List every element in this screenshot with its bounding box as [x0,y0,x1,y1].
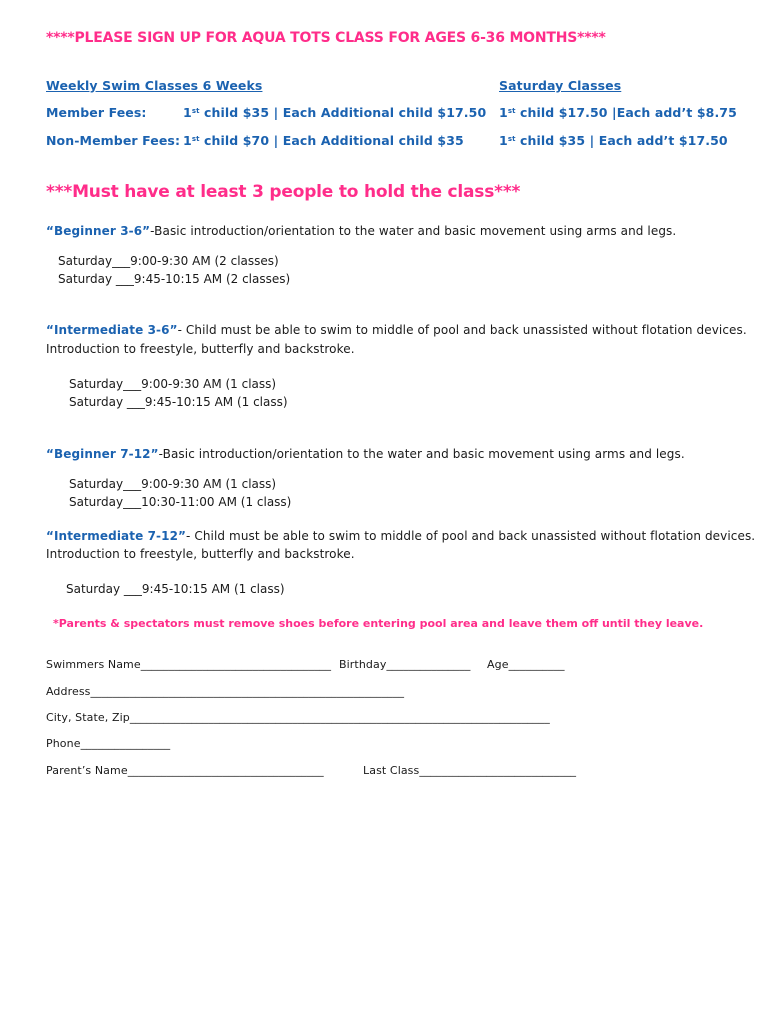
class-schedule: Saturday ___9:45-10:15 AM (1 class) [69,395,288,409]
last-class-field[interactable]: Last Class____________________________ [363,764,577,777]
class-schedule: Saturday___9:00-9:30 AM (1 class) [69,477,277,491]
parent-name-field[interactable]: Parent’s Name___________________________________ [46,764,324,777]
member-weekly-fee: 1st child $35 | Each Additional child $17.50 [183,105,487,120]
nonmember-fees-label: Non-Member Fees: [46,133,181,148]
address-field[interactable]: Address________________________________________________________ [46,685,405,698]
class-description: -Basic introduction/orientation to the water and basic movement using arms and legs. [150,224,677,238]
page-title: ****PLEASE SIGN UP FOR AQUA TOTS CLASS FOR AGES 6-36 MONTHS**** [46,30,606,46]
class-name: “Beginner 3-6” [46,224,151,238]
class-schedule: Saturday___10:30-11:00 AM (1 class) [69,495,292,509]
class-intermediate-3-6 [46,323,747,337]
class-name: “Beginner 7-12” [46,447,159,461]
member-saturday-fee: 1st child $17.50 |Each add’t $8.75 [499,105,737,120]
class-beginner-7-12 [46,447,685,461]
saturday-classes-heading: Saturday Classes [499,78,622,93]
class-beginner-3-6 [46,224,676,238]
shoe-removal-notice: *Parents & spectators must remove shoes before entering pool area and leave them off until they leave. [53,617,704,630]
class-description-continued: Introduction to freestyle, butterfly and backstroke. [46,342,355,356]
class-schedule: Saturday ___9:45-10:15 AM (2 classes) [58,272,291,286]
nonmember-weekly-fee: 1st child $70 | Each Additional child $35 [183,133,464,148]
member-fees-label: Member Fees: [46,105,147,120]
class-intermediate-7-12 [46,529,755,543]
class-schedule: Saturday ___9:45-10:15 AM (1 class) [66,582,285,596]
class-name: “Intermediate 3-6” [46,323,178,337]
class-description: -Basic introduction/orientation to the water and basic movement using arms and legs. [158,447,685,461]
class-description: - Child must be able to swim to middle of pool and back unassisted without flotation devices. [186,529,756,543]
class-schedule: Saturday___9:00-9:30 AM (2 classes) [58,254,279,268]
minimum-class-notice: ***Must have at least 3 people to hold the class*** [46,182,521,202]
class-name: “Intermediate 7-12” [46,529,186,543]
birthday-field[interactable]: Birthday_______________ [339,658,471,671]
weekly-classes-heading: Weekly Swim Classes 6 Weeks [46,78,263,93]
class-description-continued: Introduction to freestyle, butterfly and backstroke. [46,547,355,561]
age-field[interactable]: Age__________ [487,658,565,671]
swimmer-name-field[interactable]: Swimmers Name__________________________________ [46,658,332,671]
class-description: - Child must be able to swim to middle of pool and back unassisted without flotation devices. [177,323,747,337]
phone-field[interactable]: Phone________________ [46,737,171,750]
city-state-zip-field[interactable]: City, State, Zip___________________________________________________________________________ [46,711,550,724]
nonmember-saturday-fee: 1st child $35 | Each add’t $17.50 [499,133,728,148]
class-schedule: Saturday___9:00-9:30 AM (1 class) [69,377,277,391]
